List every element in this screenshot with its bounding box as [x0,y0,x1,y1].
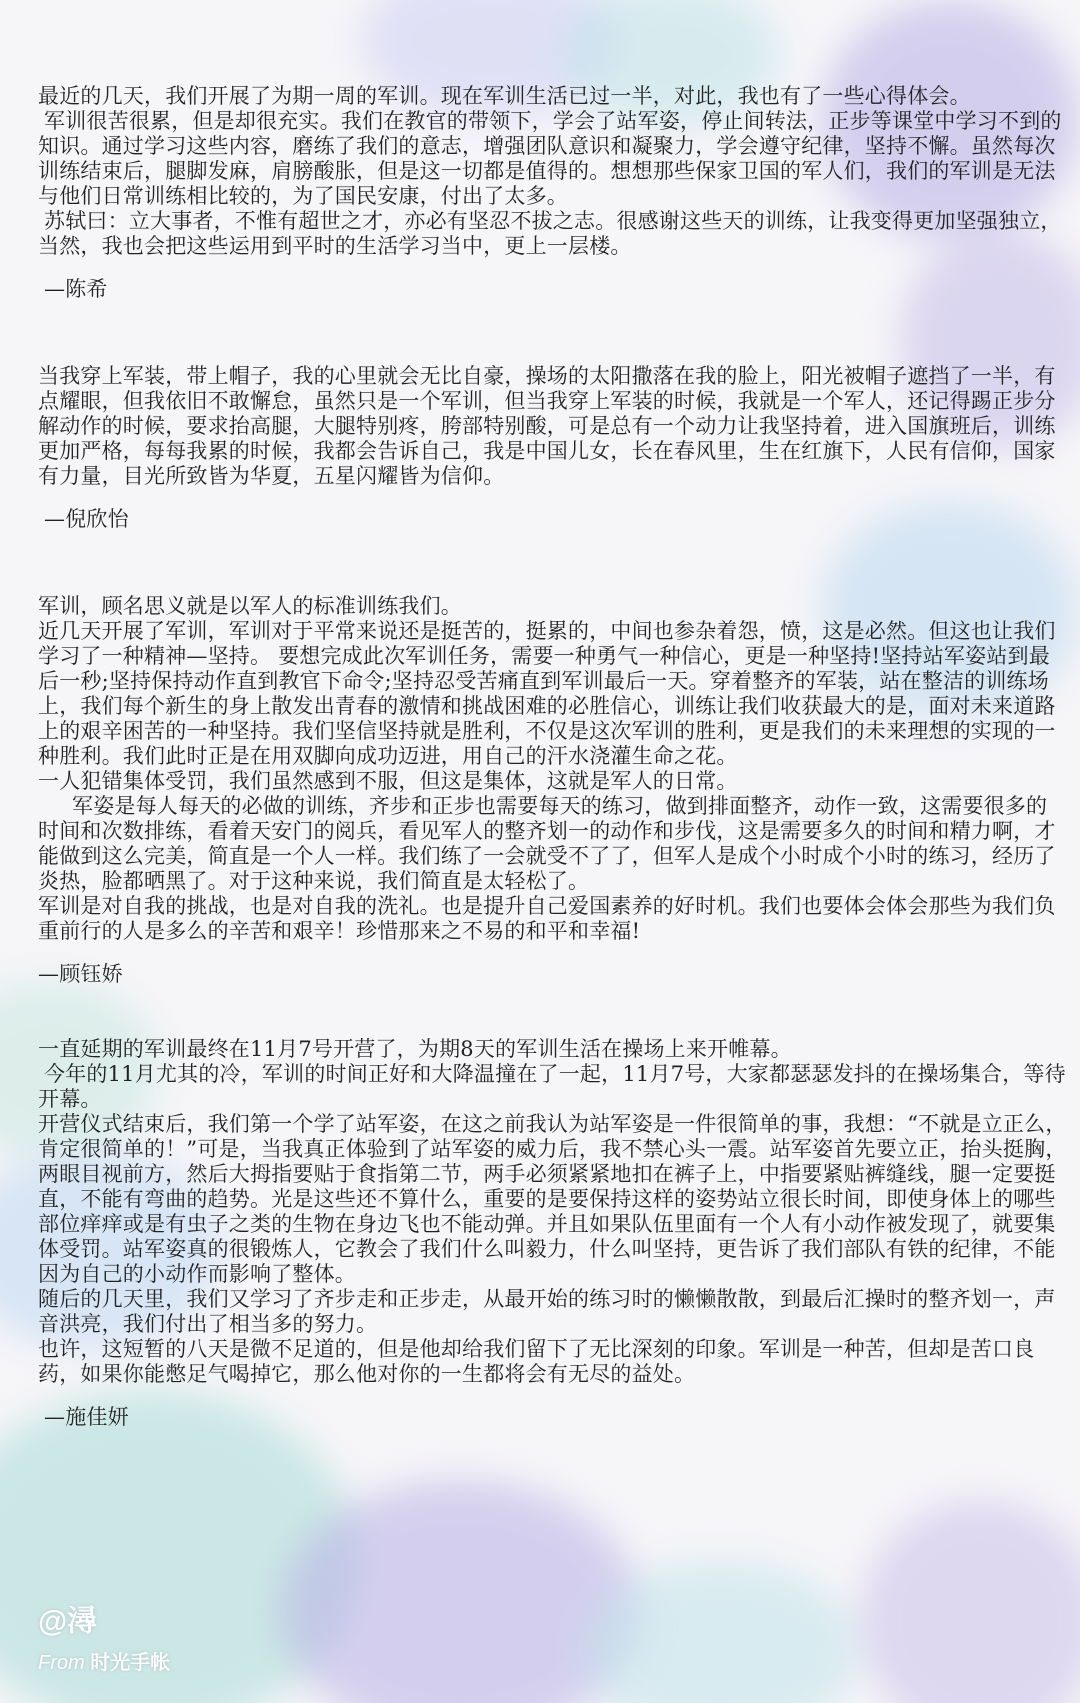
essay-paragraph: 苏轼曰：立大事者，不惟有超世之才，亦必有坚忍不拔之志。很感谢这些天的训练，让我变得更加坚强独立，当然，我也会把这些运用到平时的生活学习当中，更上一层楼。 [38,209,1062,258]
essay-paragraph: 军训是对自我的挑战，也是对自我的洗礼。也是提升自己爱国素养的好时机。我们也要体会体会那些为我们负重前行的人是多么的辛苦和艰辛！珍惜那来之不易的和平和幸福! [38,894,1056,943]
essay-paragraph: 也许，这短暂的八天是微不足道的，但是他却给我们留下了无比深刻的印象。军训是一种苦，但却是苦口良药，如果你能憋足气喝掉它，那么他对你的一生都将会有无尽的益处。 [38,1337,1035,1386]
essay-entry-2 [38,364,1068,532]
watermark-from-prefix: From [38,1652,85,1674]
app-watermark [38,1596,170,1675]
essay-paragraph: 当我穿上军装，带上帽子，我的心里就会无比自豪，操场的太阳撒落在我的脸上，阳光被帽子遮挡了一半，有点耀眼，但我依旧不敢懈怠，虽然只是一个军训，但当我穿上军装的时候，我就是一个军人，还记得踢正步分解动作的时候，要求抬高腿，大腿特别疼，胯部特别酸，可是总有一个动力让我坚持着，进入国旗班后，训练更加严格，每每我累的时候，我都会告诉自己，我是中国儿女，长在春风里，生在红旗下，人民有信仰，国家有力量，目光所致皆为华夏，五星闪耀皆为信仰。 [38,364,1056,488]
author-signature: —顾钰娇 [38,962,123,986]
essay-paragraph: 一人犯错集体受罚，我们虽然感到不服，但这是集体，这就是军人的日常。 [38,769,738,793]
author-signature: —施佳妍 [44,1405,129,1429]
essay-paragraph: 军训，顾名思义就是以军人的标准训练我们。 [38,594,462,618]
essay-paragraph: 军训很苦很累，但是却很充实。我们在教官的带领下，学会了站军姿，停止间转法，正步等课堂中学习不到的知识。通过学习这些内容，磨练了我们的意志，增强团队意识和凝聚力，学会遵守纪律，坚持不懈。虽然每次训练结束后，腿脚发麻，肩膀酸胀，但是这一切都是值得的。想想那些保家卫国的军人们，我们的军训是无法与他们日常训练相比较的，为了国民安康，付出了太多。 [38,109,1062,208]
essay-paragraph: 开营仪式结束后，我们第一个学了站军姿，在这之前我认为站军姿是一件很简单的事，我想：“不就是立正么，肯定很简单的！”可是，当我真正体验到了站军姿的威力后，我不禁心头一震。站军姿首先要立正，抬头挺胸，两眼目视前方，然后大拇指要贴于食指第二节，两手必须紧紧地扣在裤子上，中指要紧贴裤缝线，腿一定要挺直，不能有弯曲的趋势。光是这些还不算什么，重要的是要保持这样的姿势站立很长时间，即使身体上的哪些部位痒痒或是有虫子之类的生物在身边飞也不能动弹。并且如果队伍里面有一个人有小动作被发现了，就要集体受罚。站军姿真的很锻炼人，它教会了我们什么叫毅力，什么叫坚持，更告诉了我们部队有铁的纪律，不能因为自己的小动作而影响了整体。 [38,1112,1067,1286]
essay-entry-3 [38,594,1068,987]
essay-paragraph: 今年的11月尤其的冷，军训的时间正好和大降温撞在了一起，11月7号，大家都瑟瑟发抖的在操场集合，等待开幕。 [38,1062,1066,1111]
essay-paragraph: 最近的几天，我们开展了为期一周的军训。现在军训生活已过一半，对此，我也有了一些心得体会。 [38,84,971,108]
essay-paragraph: 近几天开展了军训，军训对于平常来说还是挺苦的，挺累的，中间也参杂着怨，愤，这是必然。但这也让我们学习了一种精神—坚持。 要想完成此次军训任务，需要一种勇气一种信心，更是一种坚持!坚持站军姿站到最后一秒;坚持保持动作直到教官下命令;坚持忍受苦痛直到军训最后一天。穿着整齐的军装，站在整洁的训练场上，我们每个新生的身上散发出青春的激情和挑战困难的必胜信心，训练让我们收获最大的是，面对未来道路上的艰辛困苦的一种坚持。我们坚信坚持就是胜利，不仅是这次军训的胜利，更是我们的未来理想的实现的一种胜利。我们此时正是在用双脚向成功迈进，用自己的汗水浇灌生命之花。 [38,619,1056,768]
author-signature: —倪欣怡 [44,507,129,531]
watermark-source [38,1646,170,1675]
essay-entry-4 [38,1037,1068,1430]
essay-collection [38,84,1068,1430]
author-signature: —陈希 [44,277,108,301]
watermark-handle: @潯 [38,1605,98,1638]
essay-paragraph: 军姿是每人每天的必做的训练，齐步和正步也需要每天的练习，做到排面整齐，动作一致，这需要很多的时间和次数排练，看着天安门的阅兵，看见军人的整齐划一的动作和步伐，这是需要多久的时间和精力啊，才能做到这么完美，简直是一个人一样。我们练了一会就受不了了，但军人是成个小时成个小时的练习，经历了炎热，脸都晒黑了。对于这种来说，我们简直是太轻松了。 [38,794,1056,893]
essay-entry-1 [38,84,1068,302]
watermark-app-name: 时光手帐 [90,1652,171,1674]
essay-paragraph: 一直延期的军训最终在11月7号开营了，为期8天的军训生活在操场上来开帷幕。 [38,1037,792,1061]
essay-paragraph: 随后的几天里，我们又学习了齐步走和正步走，从最开始的练习时的懒懒散散，到最后汇操时的整齐划一，声音洪亮，我们付出了相当多的努力。 [38,1287,1056,1336]
